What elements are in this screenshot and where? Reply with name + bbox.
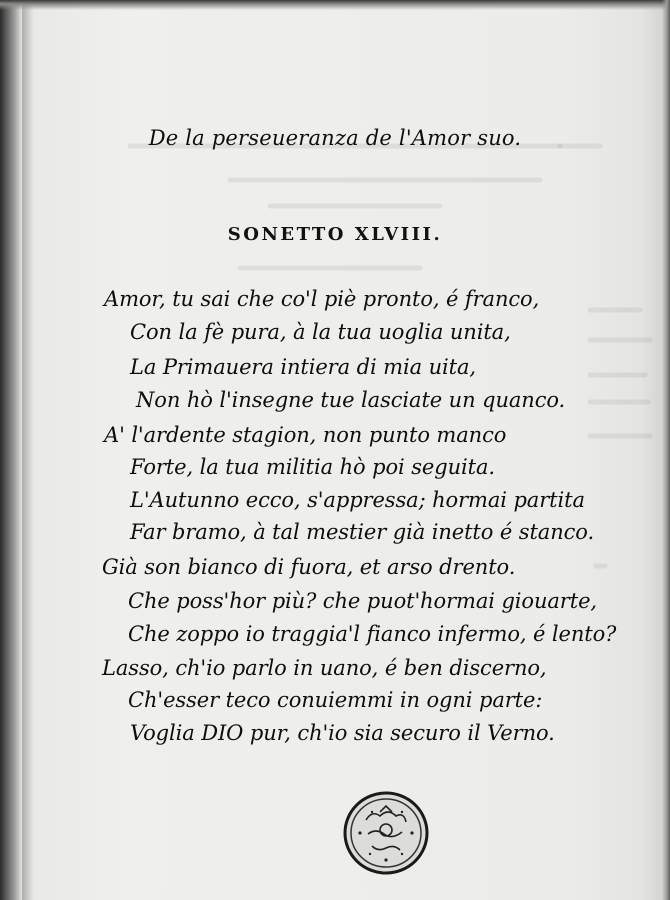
- verse-line: La Primauera intiera di mia uita,: [130, 355, 476, 379]
- sonnet-number-title: SONETTO XLVIII.: [227, 224, 443, 245]
- library-stamp-seal: [342, 790, 430, 876]
- verse-line: Far bramo, à tal mestier già inetto é stanco.: [130, 520, 595, 544]
- verse-line: L'Autunno ecco, s'appressa; hormai partita: [130, 488, 585, 512]
- verse-line: Lasso, ch'io parlo in uano, é ben discerno,: [102, 656, 547, 680]
- verse-line: Che zoppo io traggia'l fianco infermo, é lento?: [128, 622, 617, 646]
- verse-line: Con la fè pura, à la tua uoglia unita,: [130, 320, 511, 344]
- verse-line: Già son bianco di fuora, et arso drento.: [102, 555, 516, 579]
- verse-line: Che poss'hor più? che puot'hormai giouarte,: [128, 589, 597, 613]
- verse-line: Ch'esser teco conuiemmi in ogni parte:: [128, 688, 543, 712]
- verse-line: Voglia DIO pur, ch'io sia securo il Verno.: [130, 721, 555, 745]
- verse-line: A' l'ardente stagion, non punto manco: [104, 423, 507, 447]
- verse-line: Amor, tu sai che co'l piè pronto, é franco,: [104, 287, 540, 311]
- poem-heading: De la perseueranza de l'Amor suo.: [148, 126, 522, 150]
- verse-line: Non hò l'insegne tue lasciate un quanco.: [136, 388, 566, 412]
- verse-line: Forte, la tua militia hò poi seguita.: [130, 455, 495, 479]
